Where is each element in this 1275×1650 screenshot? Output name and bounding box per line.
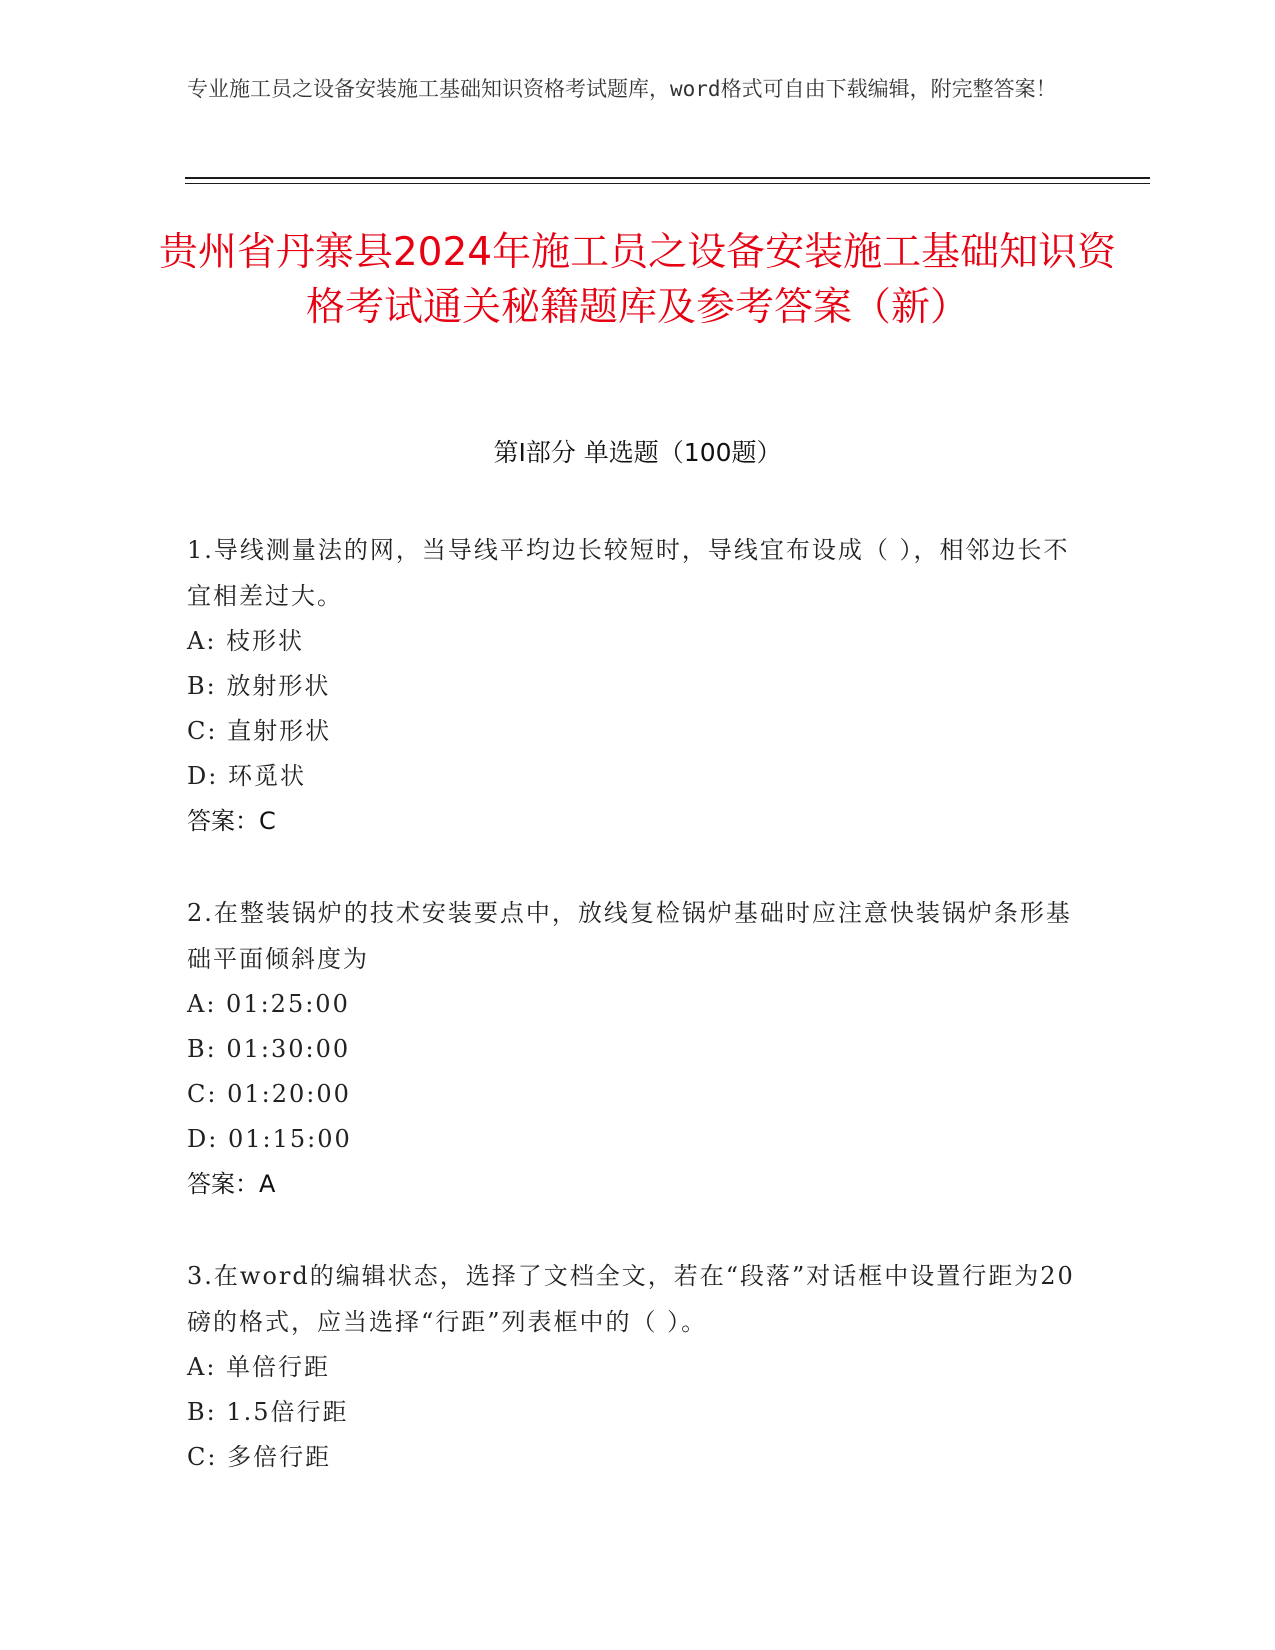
option-c: C: 01:20:00 bbox=[187, 1080, 351, 1108]
answer: 答案：C bbox=[187, 807, 276, 835]
option-c: C: 直射形状 bbox=[187, 717, 332, 745]
option-a: A: 01:25:00 bbox=[187, 990, 350, 1018]
header-note: 专业施工员之设备安装施工基础知识资格考试题库，word格式可自由下载编辑，附完整答案！ bbox=[187, 77, 1057, 101]
option-a: A: 枝形状 bbox=[187, 627, 305, 655]
option-d: D: 01:15:00 bbox=[187, 1125, 352, 1153]
question-1 bbox=[187, 527, 1087, 844]
document-title: 贵州省丹寨县2024年施工员之设备安装施工基础知识资格考试通关秘籍题库及参考答案（新） bbox=[158, 230, 1117, 330]
answer: 答案：A bbox=[187, 1170, 276, 1198]
question-stem: 3.在word的编辑状态，选择了文档全文，若在“段落”对话框中设置行距为20磅的格式，应当选择“行距”列表框中的（ ）。 bbox=[187, 1262, 1075, 1336]
option-b: B: 01:30:00 bbox=[187, 1035, 351, 1063]
option-b: B: 1.5倍行距 bbox=[187, 1398, 349, 1426]
option-a: A: 单倍行距 bbox=[187, 1353, 331, 1381]
question-stem: 2.在整装锅炉的技术安装要点中，放线复检锅炉基础时应注意快装锅炉条形基础平面倾斜度为 bbox=[187, 899, 1072, 973]
header-rule-thick bbox=[185, 177, 1150, 179]
question-stem: 1.导线测量法的网，当导线平均边长较短时，导线宜布设成（ ），相邻边长不宜相差过大。 bbox=[187, 536, 1070, 610]
option-c: C: 多倍行距 bbox=[187, 1443, 332, 1471]
option-d: D: 环觅状 bbox=[187, 762, 306, 790]
option-b: B: 放射形状 bbox=[187, 672, 331, 700]
question-list bbox=[187, 527, 1087, 1526]
section-title: 第I部分 单选题（100题） bbox=[493, 438, 782, 467]
question-3 bbox=[187, 1253, 1087, 1480]
question-2 bbox=[187, 890, 1087, 1207]
header-rule-thin bbox=[185, 183, 1150, 184]
